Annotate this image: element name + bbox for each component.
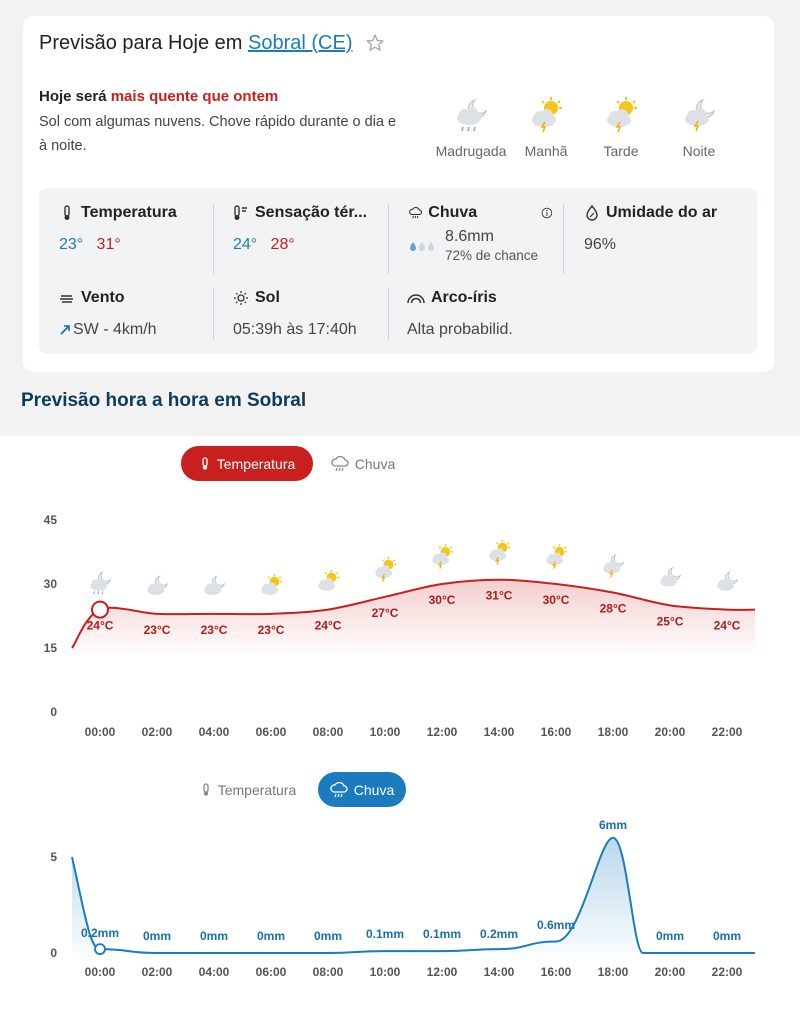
temp-data-label: 24°C — [713, 618, 741, 633]
current-hour-marker — [92, 602, 108, 618]
temp-data-label: 30°C — [542, 593, 570, 607]
tab-label: Chuva — [353, 781, 395, 798]
tab-rain[interactable] — [322, 446, 404, 481]
temp-data-label: 24°C — [314, 618, 342, 633]
period-tarde — [581, 94, 661, 159]
period-label: Noite — [682, 143, 716, 159]
y-tick-label: 15 — [43, 641, 57, 655]
rainbow-value: Alta probabilid. — [407, 321, 513, 338]
raindrops-icon — [409, 240, 437, 252]
thermometer-icon — [200, 783, 212, 797]
stat-label: Sol — [255, 289, 280, 306]
stat-feels-like — [233, 204, 367, 254]
temp-data-label: 23°C — [257, 622, 285, 637]
rain-data-label: 0.2mm — [479, 927, 519, 941]
today-forecast-card — [23, 16, 774, 372]
cloud-rain-icon — [409, 205, 422, 221]
card-title-text: Previsão para Hoje em — [39, 32, 243, 54]
night-cloud-storm-icon — [603, 555, 623, 577]
humidity-drop-icon — [584, 205, 600, 221]
temp-data-label: 25°C — [656, 614, 684, 629]
divider — [213, 288, 214, 340]
x-tick-label: 22:00 — [711, 965, 743, 979]
night-cloud-icon — [660, 568, 680, 587]
y-tick-label: 30 — [43, 577, 57, 591]
period-label: Madrugada — [435, 143, 507, 159]
rain-data-label: 6mm — [598, 818, 628, 832]
x-tick-label: 04:00 — [198, 965, 230, 979]
hourly-title: Previsão hora a hora em Sobral — [21, 390, 307, 411]
rain-data-label: 0.1mm — [422, 927, 462, 941]
thermometer-icon — [59, 205, 75, 221]
stat-label: Sensação tér... — [255, 204, 368, 221]
temp-min: 23° — [59, 236, 84, 253]
x-tick-label: 16:00 — [540, 965, 572, 979]
x-tick-label: 00:00 — [84, 725, 116, 739]
rain-data-label: 0mm — [655, 929, 685, 943]
current-hour-marker — [95, 944, 105, 954]
x-tick-label: 12:00 — [426, 725, 458, 739]
rain-data-label: 0mm — [256, 929, 286, 943]
stat-label: Temperatura — [81, 204, 177, 221]
tab-label: Temperatura — [217, 781, 297, 798]
x-tick-label: 02:00 — [141, 965, 173, 979]
humidity-value: 96% — [584, 236, 617, 253]
x-tick-label: 06:00 — [255, 965, 287, 979]
sun-cloud-storm-icon — [432, 544, 453, 569]
tab-label: Temperatura — [216, 455, 296, 472]
x-tick-label: 22:00 — [711, 725, 743, 739]
period-label: Tarde — [603, 143, 639, 159]
rain-line — [72, 838, 755, 953]
rain-data-label: 0.1mm — [365, 927, 405, 941]
thermometer-icon — [199, 457, 211, 471]
tab-label: Chuva — [354, 455, 396, 472]
x-tick-label: 00:00 — [84, 965, 116, 979]
feels-like-thermometer-icon — [233, 205, 249, 221]
y-tick-label: 5 — [50, 850, 57, 864]
summary-prefix: Hoje será — [39, 88, 111, 105]
sun-cloud-storm-icon — [546, 544, 567, 569]
rain-amount: 8.6mm — [445, 228, 494, 245]
stat-rainbow — [407, 289, 513, 339]
wind-icon — [59, 290, 75, 306]
x-tick-label: 10:00 — [369, 725, 401, 739]
temp-max: 31° — [96, 236, 121, 253]
sun-cloud-storm-icon — [489, 540, 510, 565]
sun-cloud-icon — [261, 574, 282, 595]
feels-max: 28° — [270, 236, 295, 253]
stat-label: Umidade do ar — [606, 204, 718, 221]
temperature-chart — [0, 500, 800, 750]
period-manha — [506, 94, 586, 159]
x-tick-label: 20:00 — [654, 725, 686, 739]
sun-value: 05:39h às 17:40h — [233, 321, 357, 338]
stat-wind — [59, 289, 157, 339]
rain-area — [72, 838, 755, 953]
period-label: Manhã — [524, 143, 568, 159]
stat-label: Vento — [81, 289, 125, 306]
x-tick-label: 08:00 — [312, 725, 344, 739]
temp-data-label: 30°C — [428, 593, 456, 607]
rain-data-label: 0mm — [313, 929, 343, 943]
rain-chance: 72% de chance — [445, 248, 539, 263]
x-tick-label: 10:00 — [369, 965, 401, 979]
temp-data-label: 28°C — [599, 601, 627, 616]
temperature-area — [72, 580, 755, 657]
temp-data-label: 27°C — [371, 605, 399, 620]
info-icon[interactable] — [541, 205, 553, 221]
y-tick-label: 0 — [50, 705, 57, 719]
period-madrugada — [431, 94, 511, 159]
night-cloud-icon — [204, 576, 224, 595]
x-tick-label: 04:00 — [198, 725, 230, 739]
stat-sun — [233, 289, 357, 339]
divider — [213, 204, 214, 274]
city-link[interactable]: Sobral (CE) — [248, 32, 353, 54]
x-tick-label: 02:00 — [141, 725, 173, 739]
temp-data-label: 31°C — [485, 588, 513, 603]
x-tick-label: 12:00 — [426, 965, 458, 979]
temp-data-label: 23°C — [200, 622, 228, 637]
stat-temperature — [59, 204, 177, 254]
wind-direction-arrow-icon — [59, 324, 71, 336]
stat-label: Chuva — [428, 204, 478, 221]
x-tick-label: 18:00 — [597, 725, 629, 739]
sun-cloud-storm-icon — [601, 94, 641, 134]
summary-headline — [39, 88, 278, 105]
sun-icon — [233, 290, 249, 306]
stat-humidity — [584, 204, 717, 254]
night-cloud-rain-icon — [90, 572, 110, 594]
wind-value: SW - 4km/h — [73, 321, 157, 338]
rain-data-label: 0mm — [142, 929, 172, 943]
night-cloud-storm-icon — [679, 94, 719, 134]
feels-min: 24° — [233, 236, 258, 253]
summary-highlight: mais quente que ontem — [110, 88, 279, 105]
tab-rain-2[interactable] — [318, 772, 406, 807]
x-tick-label: 14:00 — [483, 725, 515, 739]
tab-temperature[interactable] — [181, 446, 313, 481]
night-cloud-rain-icon — [451, 94, 491, 134]
sun-cloud-icon — [318, 570, 339, 591]
night-cloud-icon — [147, 576, 167, 595]
night-cloud-icon — [717, 572, 737, 591]
x-tick-label: 16:00 — [540, 725, 572, 739]
cloud-rain-icon — [330, 782, 348, 798]
x-tick-label: 20:00 — [654, 965, 686, 979]
stat-label: Arco-íris — [431, 289, 497, 306]
sun-cloud-storm-icon — [375, 557, 396, 582]
rain-chart — [0, 810, 800, 990]
period-noite — [659, 94, 739, 159]
cloud-rain-icon — [331, 456, 349, 472]
rainbow-icon — [407, 290, 425, 306]
card-title — [39, 32, 352, 55]
rain-data-label: 0.2mm — [80, 926, 120, 940]
x-tick-label: 18:00 — [597, 965, 629, 979]
rain-data-label: 0mm — [712, 929, 742, 943]
x-tick-label: 06:00 — [255, 725, 287, 739]
y-tick-label: 45 — [43, 513, 57, 527]
divider — [388, 204, 389, 274]
rain-data-label: 0.6mm — [536, 918, 576, 932]
x-tick-label: 08:00 — [312, 965, 344, 979]
stat-rain — [409, 204, 553, 263]
sun-cloud-storm-icon — [526, 94, 566, 134]
temp-data-label: 24°C — [86, 618, 114, 633]
rain-data-label: 0mm — [199, 929, 229, 943]
stats-panel — [39, 188, 757, 354]
y-tick-label: 0 — [50, 946, 57, 960]
summary-text: Sol com algumas nuvens. Chove rápido durante o dia e à noite. — [39, 114, 397, 154]
x-tick-label: 14:00 — [483, 965, 515, 979]
tab-temperature-2[interactable] — [186, 772, 310, 807]
temp-data-label: 23°C — [143, 622, 171, 637]
divider — [388, 288, 389, 340]
star-icon[interactable] — [365, 33, 385, 53]
divider — [563, 204, 564, 274]
